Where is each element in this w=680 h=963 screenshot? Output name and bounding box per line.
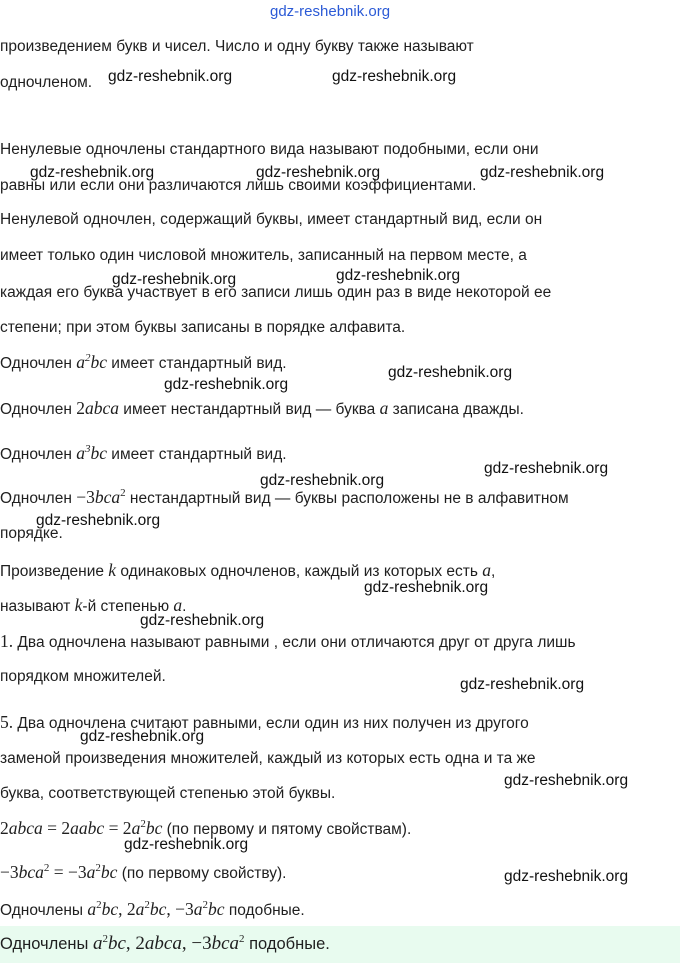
math-expression: −3bca$^2$ (76, 487, 126, 507)
math-expression: $-3bca^2 = -3a^2bc$ (0, 862, 118, 882)
example-line: Одночлен −3bca$^2$ нестандартный вид — буквы расположены не в алфавитном (0, 487, 569, 507)
text-line: Произведение k одинаковых одночленов, каждый из которых есть a, (0, 560, 496, 580)
text-line: каждая его буква участвует в его записи лишь один раз в виде некоторой ее (0, 284, 552, 301)
math-expression: $a^2bc$, $2a^2bc$, $-3a^2bc$ (87, 899, 225, 919)
watermark: gdz-reshebnik.org (140, 612, 265, 629)
text-line: порядком множителей. (0, 668, 166, 685)
watermark: gdz-reshebnik.org (30, 164, 155, 181)
text-line: степени; при этом буквы записаны в порядке алфавита. (0, 319, 406, 336)
watermark: gdz-reshebnik.org (504, 868, 629, 885)
watermark: gdz-reshebnik.org (256, 164, 381, 181)
watermark: gdz-reshebnik.org (460, 676, 585, 693)
text-line: произведением букв и чисел. Число и одну букву также называют (0, 38, 474, 55)
watermark: gdz-reshebnik.org (164, 376, 289, 393)
math-expression: 2abca = 2aabc = $2a^2bc$ (0, 818, 163, 838)
watermark: gdz-reshebnik.org (336, 267, 461, 284)
formula-line: 2abca = 2aabc = $2a^2bc$ (по первому и пятому свойствам). (0, 818, 412, 838)
text-line: буква, соответствующей степенью этой буквы. (0, 785, 336, 802)
watermark: gdz-reshebnik.org (332, 68, 457, 85)
watermark: gdz-reshebnik.org (36, 512, 161, 529)
text-line: Ненулевой одночлен, содержащий буквы, имеет стандартный вид, если он (0, 211, 543, 228)
text-line: имеет только один числовой множитель, записанный на первом месте, а (0, 247, 527, 264)
answer-line: Одночлены $a^2bc$, 2abca, −3bca$^2$ подобные. (0, 933, 330, 954)
text-line: одночленом. (0, 74, 93, 91)
watermark: gdz-reshebnik.org (364, 579, 489, 596)
text-line: заменой произведения множителей, каждый из которых есть одна и та же (0, 750, 536, 767)
math-expression: $a^2bc$, 2abca, −3bca$^2$ (92, 933, 245, 954)
math-expression: 2abca (76, 398, 119, 418)
example-line: Одночлен 2abca имеет нестандартный вид — буква a записана дважды. (0, 398, 524, 418)
watermark: gdz-reshebnik.org (260, 472, 385, 489)
watermark: gdz-reshebnik.org (124, 836, 249, 853)
text-line: называют k-й степенью a. (0, 595, 187, 615)
watermark: gdz-reshebnik.org (480, 164, 605, 181)
watermark: gdz-reshebnik.org (504, 772, 629, 789)
watermark: gdz-reshebnik.org (112, 271, 237, 288)
example-line: Одночлен $a^2bc$ имеет стандартный вид. (0, 352, 287, 372)
watermark: gdz-reshebnik.org (484, 460, 609, 477)
site-watermark-top: gdz-reshebnik.org (270, 3, 391, 20)
text-line: Одночлены $a^2bc$, $2a^2bc$, $-3a^2bc$ подобные. (0, 899, 305, 919)
example-line: Одночлен $a^3bc$ имеет стандартный вид. (0, 443, 287, 463)
text-line: равны или если они различаются лишь своими коэффициентами. (0, 177, 477, 194)
watermark: gdz-reshebnik.org (80, 728, 205, 745)
text-line: порядке. (0, 525, 63, 542)
list-item: 5. Два одночлена считают равными, если один из них получен из другого (0, 712, 529, 732)
watermark: gdz-reshebnik.org (108, 68, 233, 85)
math-expression: $a^2bc$ (76, 352, 107, 372)
watermark: gdz-reshebnik.org (388, 364, 513, 381)
math-expression: $a^3bc$ (76, 443, 107, 463)
text-line: Ненулевые одночлены стандартного вида называют подобными, если они (0, 141, 539, 158)
formula-line: $-3bca^2 = -3a^2bc$ (по первому свойству). (0, 862, 287, 882)
list-item: 1. Два одночлена называют равными , если они отличаются друг от друга лишь (0, 631, 576, 651)
